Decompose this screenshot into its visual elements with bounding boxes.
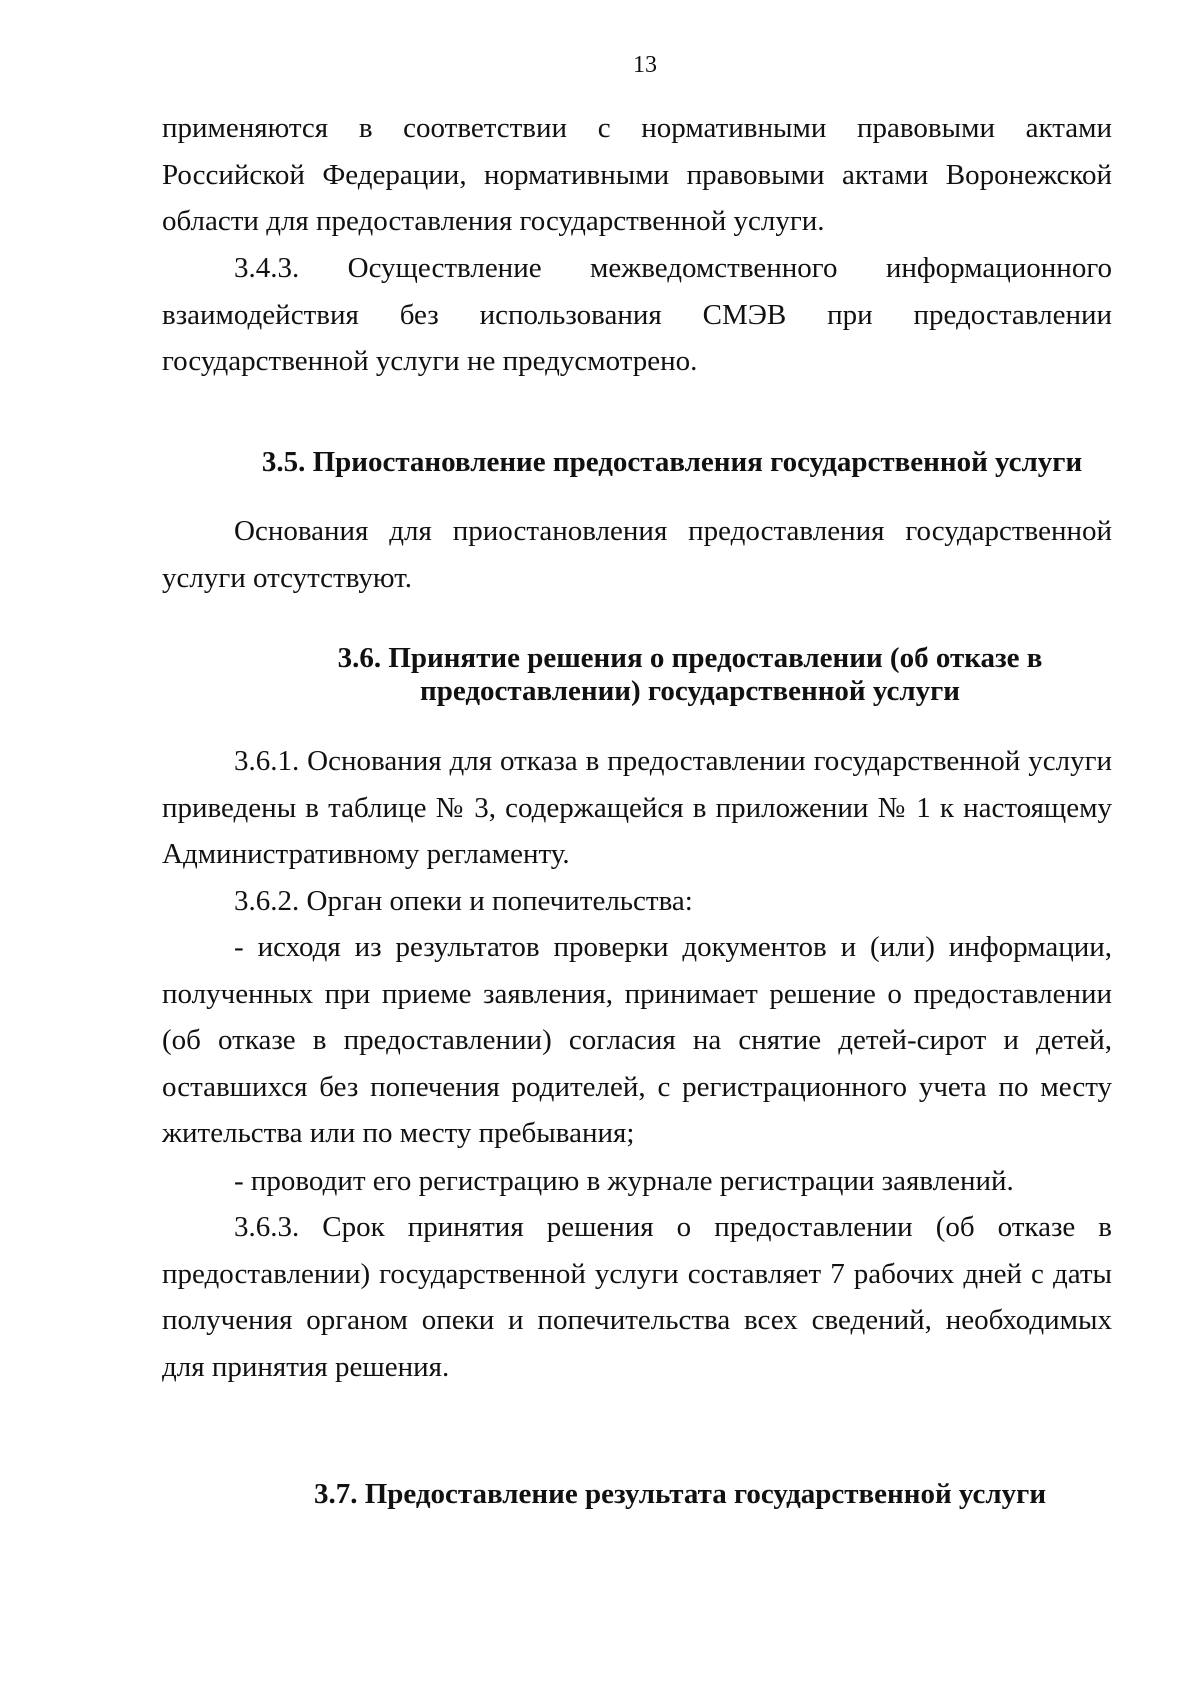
section-heading-3-6-line-2: предоставлении) государственной услуги xyxy=(420,675,960,707)
paragraph-3-4-3: 3.4.3. Осуществление межведомственного информационного взаимодействия без использования СМЭВ при предоставлении государственной услуги не предусмотрено. xyxy=(162,252,1112,377)
page-number: 13 xyxy=(633,52,657,78)
paragraph-3-6-2: 3.6.2. Орган опеки и попечительства: xyxy=(234,885,693,917)
paragraph-3-6-1: 3.6.1. Основания для отказа в предоставлении государственной услуги приведены в таблице № 3, содержащейся в приложении № 1 к настоящему Административному регламенту. xyxy=(162,745,1112,870)
section-heading-3-7: 3.7. Предоставление результата государственной услуги xyxy=(313,1478,1047,1510)
section-heading-3-6-line-1: 3.6. Принятие решения о предоставлении (об отказе в xyxy=(337,642,1043,674)
section-heading-3-5: 3.5. Приостановление предоставления государственной услуги xyxy=(261,446,1083,478)
list-item-decision: - исходя из результатов проверки документов и (или) информации, полученных при приеме заявления, принимает решение о предоставлении (об отказе в предоставлении) согласия на снятие детей-сирот и детей, оставшихся без попечения родителей, с регистрационного учета по месту жительства или по месту пребывания; xyxy=(162,931,1112,1149)
paragraph-3-6-3: 3.6.3. Срок принятия решения о предоставлении (об отказе в предоставлении) государственной услуги составляет 7 рабочих дней с даты получения органом опеки и попечительства всех сведений, необходимых для принятия решения. xyxy=(162,1211,1112,1383)
paragraph-legal-acts-continuation: применяются в соответствии с нормативными правовыми актами Российской Федерации, нормативными правовыми актами Воронежской области для предоставления государственной услуги. xyxy=(162,112,1112,237)
list-item-registration: - проводит его регистрацию в журнале регистрации заявлений. xyxy=(234,1165,1014,1197)
section-heading-3-6 xyxy=(300,642,1080,708)
paragraph-suspension-grounds: Основания для приостановления предоставления государственной услуги отсутствуют. xyxy=(162,515,1112,594)
